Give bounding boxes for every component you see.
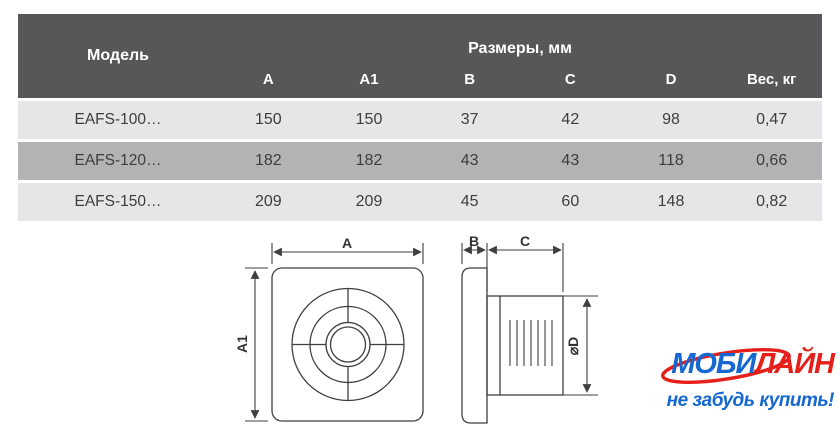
column-header-d: D [665, 70, 677, 88]
hub-outer-ring [326, 323, 370, 367]
column-header-a1: A1 [359, 70, 379, 88]
vent-slots [510, 320, 552, 366]
value-cell: 209 [254, 193, 282, 210]
label-a: A [341, 235, 353, 251]
brand-name-blue-part: МОБИ [671, 347, 756, 380]
value-cell: 98 [662, 111, 680, 128]
table-row [18, 142, 822, 180]
value-cell: 0,47 [756, 111, 788, 128]
column-group-header-sizes: Размеры, мм [468, 40, 572, 57]
label-b: B [468, 233, 480, 249]
brand-logo [646, 342, 834, 426]
hub-inner-ring [331, 327, 366, 362]
value-cell: 43 [460, 152, 479, 169]
value-cell: 60 [561, 193, 580, 210]
label-d: ⌀D [565, 336, 581, 356]
value-cell: 37 [460, 111, 479, 128]
column-header-b: B [464, 70, 476, 88]
value-cell: 150 [254, 111, 282, 128]
value-cell: 118 [658, 152, 684, 169]
table-row [18, 101, 822, 139]
brand-name [646, 342, 834, 386]
table-row [18, 183, 822, 221]
table-rows [18, 101, 822, 221]
flange-profile [462, 268, 487, 423]
brand-name-red-part: ЛАЙН [755, 347, 834, 380]
value-cell: 42 [561, 111, 580, 128]
front-view [272, 268, 423, 421]
brand-tagline: не забудь купить! [666, 390, 834, 411]
model-cell: EAFS-150… [74, 193, 162, 210]
dimensions-table [18, 14, 822, 221]
model-cell: EAFS-100… [74, 111, 162, 128]
label-a1: A1 [234, 335, 250, 353]
column-header-a: A [262, 70, 274, 88]
value-cell: 0,82 [756, 193, 788, 210]
value-cell: 150 [355, 111, 383, 128]
model-cell: EAFS-120… [74, 152, 162, 169]
value-cell: 148 [657, 193, 685, 210]
dimension-labels [234, 233, 581, 355]
column-header-weight: Вес, кг [746, 70, 797, 88]
value-cell: 209 [355, 193, 383, 210]
value-cell: 0,66 [756, 152, 788, 169]
value-cell: 182 [355, 152, 383, 169]
dimension-lines [245, 243, 587, 421]
label-c: C [519, 233, 531, 249]
column-header-model: Модель [87, 47, 149, 64]
value-cell: 45 [460, 193, 479, 210]
value-cell: 43 [561, 152, 580, 169]
table-header [18, 14, 822, 98]
column-header-c: C [564, 70, 576, 88]
value-cell: 182 [254, 152, 282, 169]
fan-dimensions-drawing [228, 230, 612, 436]
